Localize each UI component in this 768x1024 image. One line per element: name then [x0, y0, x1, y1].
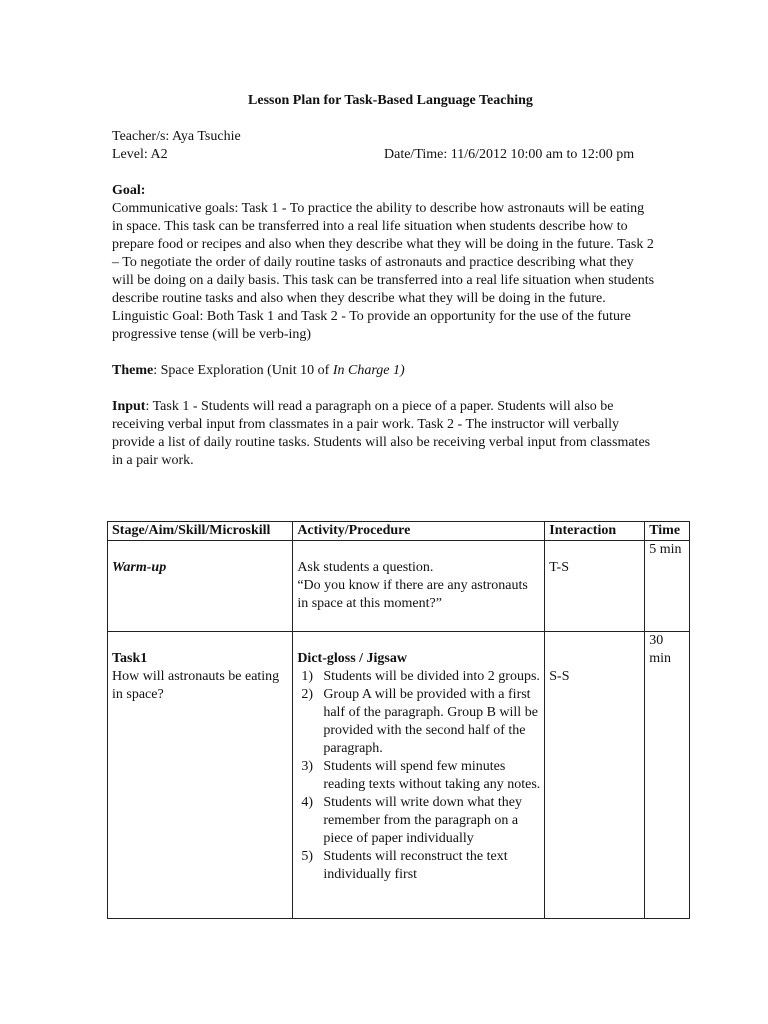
warmup-interaction: T-S: [549, 560, 569, 575]
document-page: [112, 92, 657, 470]
input-label: Input: [112, 399, 146, 414]
table-row-warmup: [108, 541, 690, 632]
level-text: Level: A2: [112, 147, 168, 162]
teacher-line: Teacher/s: Aya Tsuchie: [112, 129, 241, 144]
task1-stage-cell: [108, 632, 293, 919]
theme-label: Theme: [112, 363, 154, 378]
list-item: 4) Students will write down what they remember from the paragraph on a piece of paper individually: [301, 795, 523, 846]
table-row-task1: [108, 632, 690, 919]
level-date-line: [112, 146, 657, 164]
goal-heading: Goal:: [112, 183, 146, 198]
list-item: 1) Students will be divided into 2 groups.: [301, 669, 540, 684]
list-item: 5) Students will reconstruct the text individually first: [301, 849, 508, 882]
page-title: Lesson Plan for Task-Based Language Teaching: [248, 93, 533, 108]
header-time: Time: [645, 522, 690, 541]
task1-steps: [297, 668, 540, 884]
theme-book: In Charge 1): [332, 363, 405, 378]
list-item: 2) Group A will be provided with a first half of the paragraph. Group B will be provided with the second half of the paragraph.: [301, 687, 538, 756]
task1-aim: How will astronauts be eating in space?: [112, 669, 280, 702]
warmup-stage-cell: [108, 541, 293, 632]
warmup-activity-line2: “Do you know if there are any astronauts in space at this moment?”: [297, 578, 528, 611]
header-stage: Stage/Aim/Skill/Microskill: [108, 522, 293, 541]
task1-time: 30 min: [645, 632, 690, 919]
warmup-activity-line1: Ask students a question.: [297, 560, 434, 575]
input-text: : Task 1 - Students will read a paragraph on a piece of a paper. Students will also be receiving verbal input from classmates in a pair work. Task 2 - The instructor will verbally provide a list of daily routine tasks. Students will also be receiving verbal input from classmates in a pair work.: [112, 399, 651, 468]
warmup-stage: Warm-up: [112, 560, 167, 575]
task1-interaction: S-S: [549, 669, 570, 684]
table-header-row: [108, 522, 690, 541]
communicative-goals: Communicative goals: Task 1 - To practice the ability to describe how astronauts will be eating in space. This task can be transferred into a real life situation when students describe how to prepare food or recipes and also when they describe what they will be doing in the future. Task 2 – To negotiate the order of daily routine tasks of astronauts and practice describing what they will be doing on a daily basis. This task can be transferred into a real life situation when students describe routine tasks and also when they describe what they will be doing in the future.: [112, 201, 655, 306]
task1-stage: Task1: [112, 651, 148, 666]
list-item: 3) Students will spend few minutes reading texts without taking any notes.: [301, 759, 541, 792]
theme-text: : Space Exploration (Unit 10 of: [153, 363, 333, 378]
warmup-time: 5 min: [645, 541, 690, 632]
datetime-text: Date/Time: 11/6/2012 10:00 am to 12:00 pm: [384, 147, 635, 162]
warmup-interaction-cell: [545, 541, 645, 632]
task1-activity-cell: [293, 632, 545, 919]
linguistic-goal: Linguistic Goal: Both Task 1 and Task 2 - To provide an opportunity for the use of the future progressive tense (will be verb-ing): [112, 309, 631, 342]
header-activity: Activity/Procedure: [293, 522, 545, 541]
theme-line: [112, 362, 657, 380]
task1-interaction-cell: [545, 632, 645, 919]
warmup-activity-cell: [293, 541, 545, 632]
input-paragraph: [112, 398, 657, 470]
task1-activity-title: Dict-gloss / Jigsaw: [297, 651, 407, 666]
lesson-plan-table: [107, 521, 690, 919]
header-interaction: Interaction: [545, 522, 645, 541]
